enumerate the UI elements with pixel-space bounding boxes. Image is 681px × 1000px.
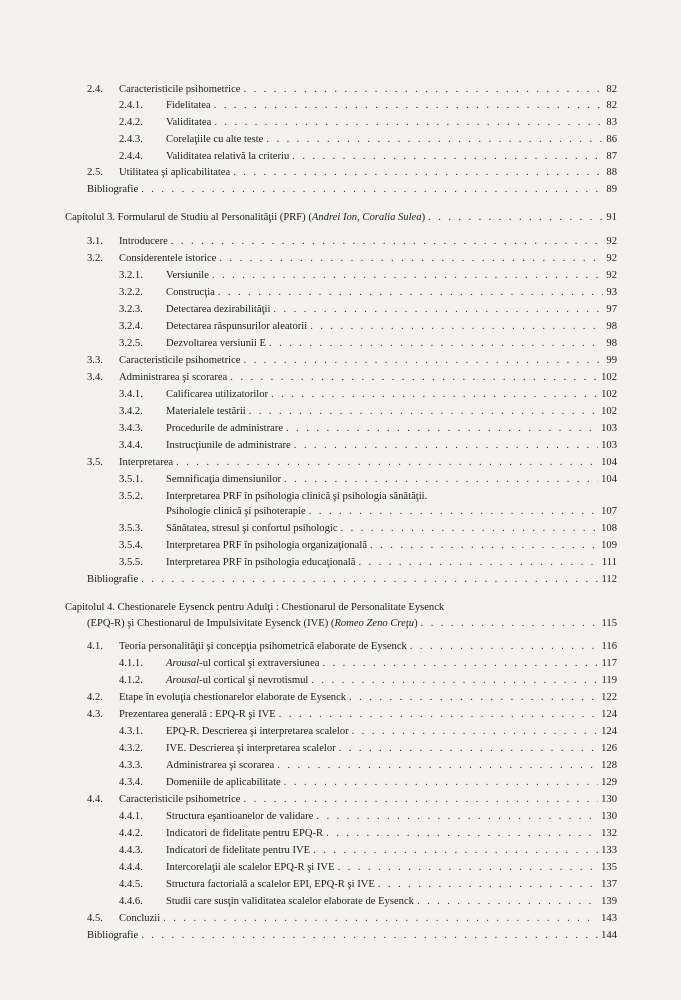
- section-title: Validitatea relativă la criteriu: [166, 151, 290, 162]
- leader-dots: [141, 573, 598, 587]
- toc-entry: [119, 303, 617, 317]
- section-title: Studii care susţin validitatea scalelor elaborate de Eysenck: [166, 896, 414, 907]
- toc-entry: [119, 725, 617, 739]
- section-number: 4.2.: [87, 692, 103, 703]
- toc-entry: [119, 759, 617, 773]
- section-title: Structura factorială a scalelor EPI, EPQ-R şi IVE: [166, 879, 375, 890]
- section-title: Caracteristicile psihometrice: [119, 355, 241, 366]
- section-number: 3.5.2.: [119, 491, 143, 502]
- section-title: Corelaţiile cu alte teste: [166, 134, 264, 145]
- section-title: Materialele testării: [166, 406, 246, 417]
- section-title: Calificarea utilizatorilor: [166, 389, 269, 400]
- toc-entry: [87, 252, 617, 266]
- toc-entry: [119, 742, 617, 756]
- toc-entry: [119, 150, 617, 164]
- leader-dots: [349, 691, 598, 705]
- section-title: Dezvoltarea versiunii E: [166, 338, 267, 349]
- page-number: 88: [606, 167, 617, 178]
- page-number: 91: [606, 212, 617, 223]
- section-title: Structura eşantioanelor de validare: [166, 811, 314, 822]
- page-number: 115: [601, 618, 617, 629]
- section-number: 4.1.2.: [119, 675, 143, 686]
- page-number: 117: [601, 658, 617, 669]
- section-title: Interpretarea PRF în psihologia educaţională: [166, 557, 356, 568]
- section-title: Procedurile de administrare: [166, 423, 284, 434]
- leader-dots: [339, 742, 598, 756]
- page-number: 97: [606, 304, 617, 315]
- section-number: 4.3.4.: [119, 777, 143, 788]
- toc-entry: [87, 183, 617, 197]
- toc-entry: [87, 573, 617, 587]
- section-number: 2.4.2.: [119, 117, 143, 128]
- page-number: 128: [601, 760, 617, 771]
- page-number: 130: [601, 811, 617, 822]
- leader-dots: [279, 708, 598, 722]
- toc-entry: [119, 99, 617, 113]
- leader-dots: [243, 83, 603, 97]
- section-number: 3.4.4.: [119, 440, 143, 451]
- page-number: 135: [601, 862, 617, 873]
- section-title: Versiunile: [166, 270, 209, 281]
- section-title: Construcţia: [166, 287, 215, 298]
- page-number: 102: [601, 372, 617, 383]
- page-number: 102: [601, 406, 617, 417]
- toc-entry: [119, 422, 617, 436]
- page-number: 92: [606, 236, 617, 247]
- leader-dots: [310, 320, 603, 334]
- section-title: Bibliografie: [87, 930, 139, 941]
- leader-dots: [352, 725, 598, 739]
- leader-dots: [249, 405, 598, 419]
- page-number: 83: [606, 117, 617, 128]
- section-number: 4.3.2.: [119, 743, 143, 754]
- toc-entry: [119, 556, 617, 570]
- toc-entry: [119, 810, 617, 824]
- section-title: Arousal-ul cortical şi extraversiunea: [166, 658, 320, 669]
- leader-dots: [428, 211, 603, 225]
- page-number: 93: [606, 287, 617, 298]
- chapter-title-line1: Capitolul 4. Chestionarele Eysenck pentru Adulţi : Chestionarul de Personalitate Eysenck: [65, 602, 445, 613]
- leader-dots: [311, 674, 598, 688]
- section-title: Sănătatea, stresul şi confortul psihologic: [166, 523, 338, 534]
- toc-entry: [87, 708, 617, 722]
- leader-dots: [141, 929, 598, 943]
- toc-entry: [87, 354, 617, 368]
- leader-dots: [218, 286, 604, 300]
- section-title: IVE. Descrierea şi interpretarea scalelor: [166, 743, 336, 754]
- section-number: 4.4.3.: [119, 845, 143, 856]
- section-number: 3.4.1.: [119, 389, 143, 400]
- page-number: 132: [601, 828, 617, 839]
- toc-entry: [119, 827, 617, 841]
- leader-dots: [214, 99, 604, 113]
- page-number: 87: [606, 151, 617, 162]
- page-number: 82: [606, 84, 617, 95]
- toc-entry: [87, 912, 617, 926]
- section-title: Administrarea şi scorarea: [119, 372, 228, 383]
- section-title: Etape în evoluţia chestionarelor elaborate de Eysenck: [119, 692, 347, 703]
- toc-entry: [87, 235, 617, 249]
- section-title: Teoria personalităţii şi concepţia psihometrică elaborate de Eysenck: [119, 641, 407, 652]
- section-title-cont: Psihologie clinică şi psihoterapie: [166, 506, 306, 517]
- chapter-entry: [65, 211, 617, 225]
- leader-dots: [233, 166, 603, 180]
- page-number: 111: [601, 557, 617, 568]
- page-number: 98: [606, 321, 617, 332]
- page-number: 89: [606, 184, 617, 195]
- page-number: 144: [601, 930, 617, 941]
- leader-dots: [141, 183, 603, 197]
- page-number: 92: [606, 253, 617, 264]
- leader-dots: [243, 354, 603, 368]
- toc-entry: [87, 83, 617, 97]
- section-title: Utilitatea şi aplicabilitatea: [119, 167, 231, 178]
- toc-entry: [119, 337, 617, 351]
- toc-entry: [87, 929, 617, 943]
- section-number: 3.5.4.: [119, 540, 143, 551]
- section-title: Domeniile de aplicabilitate: [166, 777, 281, 788]
- section-title: EPQ-R. Descrierea şi interpretarea scalelor: [166, 726, 349, 737]
- toc-entry: [119, 522, 617, 536]
- leader-dots: [326, 827, 598, 841]
- section-title: Indicatori de fidelitate pentru EPQ-R: [166, 828, 324, 839]
- page-number: 107: [601, 506, 617, 517]
- section-number: 4.4.: [87, 794, 103, 805]
- section-number: 4.3.1.: [119, 726, 143, 737]
- section-number: 2.4.: [87, 84, 103, 95]
- leader-dots: [230, 371, 598, 385]
- toc-entry: [87, 793, 617, 807]
- section-title: Interpretarea PRF în psihologia clinică şi psihologia sănătăţii.: [166, 491, 428, 502]
- toc-entry: [87, 456, 617, 470]
- toc-entry: [119, 116, 617, 130]
- section-title: Interpretarea: [119, 457, 174, 468]
- toc-entry: [119, 776, 617, 790]
- section-title: Validitatea: [166, 117, 212, 128]
- section-number: 3.2.5.: [119, 338, 143, 349]
- page-number: 98: [606, 338, 617, 349]
- leader-dots: [309, 505, 598, 519]
- page-number: 129: [601, 777, 617, 788]
- chapter-authors: Andrei Ion, Coralia Sulea: [311, 212, 422, 223]
- leader-dots: [163, 912, 598, 926]
- page-number: 108: [601, 523, 617, 534]
- leader-dots: [292, 150, 603, 164]
- page-number: 104: [601, 457, 617, 468]
- toc-entry: [119, 405, 617, 419]
- leader-dots: [338, 861, 599, 875]
- section-number: 4.4.4.: [119, 862, 143, 873]
- section-number: 3.2.4.: [119, 321, 143, 332]
- toc-entry: [119, 539, 617, 553]
- leader-dots: [421, 617, 599, 631]
- page-number: 139: [601, 896, 617, 907]
- section-number: 2.4.3.: [119, 134, 143, 145]
- section-title: Interpretarea PRF în psihologia organizaţională: [166, 540, 368, 551]
- section-title: Instrucţiunile de administrare: [166, 440, 291, 451]
- leader-dots: [243, 793, 598, 807]
- page-number: 116: [601, 641, 617, 652]
- page-number: 133: [601, 845, 617, 856]
- toc-entry: [119, 674, 617, 688]
- toc-entry: [119, 269, 617, 283]
- section-title: Caracteristicile psihometrice: [119, 84, 241, 95]
- section-title: Bibliografie: [87, 574, 139, 585]
- leader-dots: [313, 844, 598, 858]
- page-number: 112: [601, 574, 617, 585]
- page-number: 92: [606, 270, 617, 281]
- section-number: 3.5.3.: [119, 523, 143, 534]
- section-title: Concluzii: [119, 913, 161, 924]
- toc-entry: [166, 505, 617, 519]
- section-number: 3.5.1.: [119, 474, 143, 485]
- section-number: 4.1.1.: [119, 658, 143, 669]
- section-number: 4.1.: [87, 641, 103, 652]
- leader-dots: [294, 439, 598, 453]
- toc-entry-line1: [119, 490, 427, 504]
- leader-dots: [378, 878, 598, 892]
- toc-entry: [119, 388, 617, 402]
- page-number: 124: [601, 726, 617, 737]
- leader-dots: [341, 522, 599, 536]
- section-number: 3.2.2.: [119, 287, 143, 298]
- section-number: 4.4.5.: [119, 879, 143, 890]
- section-number: 4.4.6.: [119, 896, 143, 907]
- toc-entry: [119, 286, 617, 300]
- chapter-title: Capitolul 3. Formularul de Studiu al Personalităţii (PRF) (Andrei Ion, Coralia Sulea): [65, 212, 426, 223]
- section-number: 4.3.: [87, 709, 103, 720]
- section-number: 3.1.: [87, 236, 103, 247]
- section-title: Semnificaţia dimensiunilor: [166, 474, 282, 485]
- page-number: 103: [601, 423, 617, 434]
- page-number: 124: [601, 709, 617, 720]
- section-title: Intercorelaţii ale scalelor EPQ-R şi IVE: [166, 862, 335, 873]
- chapter-authors: Romeo Zeno Creţu: [334, 618, 415, 629]
- leader-dots: [271, 388, 598, 402]
- leader-dots: [171, 235, 604, 249]
- page-number: 102: [601, 389, 617, 400]
- leader-dots: [277, 759, 598, 773]
- chapter-entry: [87, 617, 617, 631]
- toc-entry: [119, 657, 617, 671]
- page-number: 86: [606, 134, 617, 145]
- page-number: 82: [606, 100, 617, 111]
- toc-entry: [119, 878, 617, 892]
- toc-entry: [87, 371, 617, 385]
- toc-entry: [119, 439, 617, 453]
- page-number: 126: [601, 743, 617, 754]
- leader-dots: [176, 456, 598, 470]
- leader-dots: [269, 337, 603, 351]
- page-number: 103: [601, 440, 617, 451]
- leader-dots: [284, 473, 598, 487]
- page-number: 143: [601, 913, 617, 924]
- page-number: 104: [601, 474, 617, 485]
- leader-dots: [273, 303, 603, 317]
- section-title: Considerentele istorice: [119, 253, 217, 264]
- leader-dots: [322, 657, 598, 671]
- section-number: 3.4.3.: [119, 423, 143, 434]
- leader-dots: [286, 422, 598, 436]
- section-number: 2.4.4.: [119, 151, 143, 162]
- chapter-title: (EPQ-R) şi Chestionarul de Impulsivitate Eysenck (IVE) (Romeo Zeno Creţu): [87, 618, 418, 629]
- section-number: 3.2.: [87, 253, 103, 264]
- section-title: Detectarea dezirabilităţii: [166, 304, 271, 315]
- section-number: 2.5.: [87, 167, 103, 178]
- section-number: 3.4.2.: [119, 406, 143, 417]
- leader-dots: [266, 133, 603, 147]
- section-number: 3.3.: [87, 355, 103, 366]
- section-number: 3.5.5.: [119, 557, 143, 568]
- section-title: Introducere: [119, 236, 168, 247]
- page-number: 119: [601, 675, 617, 686]
- toc-entry: [119, 133, 617, 147]
- section-number: 3.4.: [87, 372, 103, 383]
- section-number: 3.2.3.: [119, 304, 143, 315]
- section-number: 4.4.1.: [119, 811, 143, 822]
- section-number: 2.4.1.: [119, 100, 143, 111]
- page-number: 122: [601, 692, 617, 703]
- section-title: Detectarea răspunsurilor aleatorii: [166, 321, 308, 332]
- leader-dots: [358, 556, 598, 570]
- leader-dots: [219, 252, 603, 266]
- toc-entry: [119, 473, 617, 487]
- toc-entry: [119, 861, 617, 875]
- leader-dots: [214, 116, 603, 130]
- page-number: 109: [601, 540, 617, 551]
- section-title: Bibliografie: [87, 184, 139, 195]
- section-title: Indicatori de fidelitate pentru IVE: [166, 845, 311, 856]
- toc-entry: [119, 844, 617, 858]
- leader-dots: [370, 539, 598, 553]
- toc-entry: [87, 691, 617, 705]
- section-title: Administrarea şi scorarea: [166, 760, 275, 771]
- leader-dots: [417, 895, 598, 909]
- toc-entry: [119, 895, 617, 909]
- leader-dots: [410, 640, 599, 654]
- page-number: 137: [601, 879, 617, 890]
- toc-entry: [119, 320, 617, 334]
- leader-dots: [316, 810, 598, 824]
- section-number: 3.2.1.: [119, 270, 143, 281]
- section-number: 4.3.3.: [119, 760, 143, 771]
- section-number: 3.5.: [87, 457, 103, 468]
- section-title: Prezentarea generală : EPQ-R şi IVE: [119, 709, 276, 720]
- section-title: Arousal-ul cortical şi nevrotismul: [166, 675, 309, 686]
- section-title: Fidelitatea: [166, 100, 211, 111]
- page-number: 99: [606, 355, 617, 366]
- section-title: Caracteristicile psihometrice: [119, 794, 241, 805]
- toc-entry: [87, 166, 617, 180]
- section-number: 4.5.: [87, 913, 103, 924]
- leader-dots: [284, 776, 598, 790]
- leader-dots: [212, 269, 603, 283]
- toc-entry: [87, 640, 617, 654]
- page-number: 130: [601, 794, 617, 805]
- section-number: 4.4.2.: [119, 828, 143, 839]
